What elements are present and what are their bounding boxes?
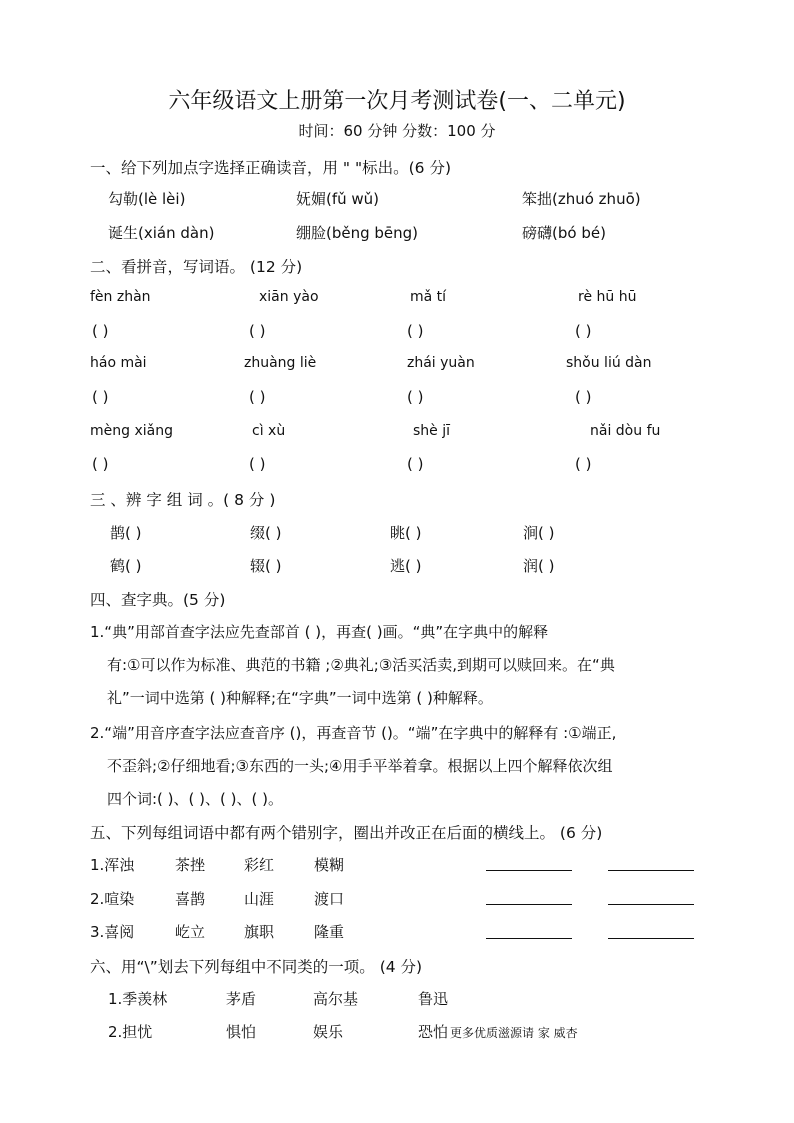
- word-group: 山涯: [244, 890, 275, 908]
- pinyin-item: zhuàng liè: [244, 355, 317, 371]
- word-group: 渡口: [314, 890, 345, 908]
- char-compare-item[interactable]: 缀( ): [250, 524, 282, 542]
- pinyin-item: cì xù: [252, 423, 286, 439]
- word-group: 1.季羡林: [108, 990, 168, 1008]
- answer-bracket[interactable]: ( ): [407, 388, 424, 406]
- word-group: 惧怕: [226, 1023, 257, 1041]
- page-title: 六年级语文上册第一次月考测试卷(一、二单元): [168, 89, 626, 114]
- answer-bracket[interactable]: ( ): [407, 455, 424, 473]
- dictionary-question-2: 2.“端”用音序查字法应查音序 ()，再查音节 ()。“端”在字典中的解释有 :①端正,: [90, 724, 617, 742]
- exam-info: 时间：60 分钟 分数：100 分: [298, 122, 496, 140]
- word-group: 屹立: [175, 923, 206, 941]
- char-compare-item[interactable]: 鹊( ): [110, 524, 142, 542]
- s1-item: 绷脸(běng bēng): [296, 224, 419, 242]
- word-group: 鲁迅: [418, 990, 449, 1008]
- answer-line[interactable]: [486, 904, 572, 905]
- section-3-heading: 三 、辨 字 组 词 。( 8 分 ): [90, 491, 276, 509]
- section-5-heading: 五、下列每组词语中都有两个错别字，圈出并改正在后面的横线上。 (6 分): [90, 824, 603, 842]
- pinyin-item: rè hū hū: [578, 289, 637, 305]
- word-group: 喜鹊: [175, 890, 206, 908]
- char-compare-item[interactable]: 涧( ): [523, 524, 555, 542]
- word-group: 隆重: [314, 923, 345, 941]
- answer-line[interactable]: [608, 904, 694, 905]
- answer-line[interactable]: [608, 870, 694, 871]
- char-compare-item[interactable]: 眺( ): [390, 524, 422, 542]
- word-group: 2.担忧: [108, 1023, 153, 1041]
- pinyin-item: nǎi dòu fu: [590, 423, 661, 439]
- answer-line[interactable]: [486, 870, 572, 871]
- pinyin-item: mèng xiǎng: [90, 423, 173, 439]
- word-group: 模糊: [314, 856, 345, 874]
- answer-bracket[interactable]: ( ): [92, 388, 109, 406]
- pinyin-item: xiān yào: [259, 289, 319, 305]
- dictionary-question-1: 有:①可以作为标准、典范的书籍 ;②典礼;③活买活卖,到期可以赎回来。在“典: [107, 656, 615, 674]
- answer-bracket[interactable]: ( ): [249, 322, 266, 340]
- s1-item: 诞生(xián dàn): [108, 224, 215, 242]
- s1-item: 磅礴(bó bé): [522, 224, 606, 242]
- char-compare-item[interactable]: 鹤( ): [110, 557, 142, 575]
- pinyin-item: fèn zhàn: [90, 289, 151, 305]
- dictionary-question-1: 礼”一词中选第 ( )种解释;在“字典”一词中选第 ( )种解释。: [107, 689, 493, 707]
- section-6-heading: 六、用“\”划去下列每组中不同类的一项。 (4 分): [90, 958, 423, 976]
- word-group: 娱乐: [313, 1023, 344, 1041]
- answer-bracket[interactable]: ( ): [575, 388, 592, 406]
- answer-bracket[interactable]: ( ): [92, 455, 109, 473]
- char-compare-item[interactable]: 辍( ): [250, 557, 282, 575]
- word-group: 茅盾: [226, 990, 257, 1008]
- answer-bracket[interactable]: ( ): [575, 322, 592, 340]
- answer-bracket[interactable]: ( ): [249, 455, 266, 473]
- dictionary-question-1: 1.“典”用部首查字法应先查部首 ( )，再查( )画。“典”在字典中的解释: [90, 623, 549, 641]
- answer-bracket[interactable]: ( ): [407, 322, 424, 340]
- section-4-heading: 四、查字典。(5 分): [90, 591, 226, 609]
- char-compare-item[interactable]: 逃( ): [390, 557, 422, 575]
- word-group: 恐怕: [418, 1023, 449, 1041]
- answer-bracket[interactable]: ( ): [575, 455, 592, 473]
- word-group: 1.浑浊: [90, 856, 135, 874]
- word-group: 旗职: [244, 923, 275, 941]
- word-group: 高尔基: [313, 990, 359, 1008]
- answer-bracket[interactable]: ( ): [249, 388, 266, 406]
- s1-item: 笨拙(zhuó zhuō): [522, 190, 641, 208]
- word-group: 3.喜阅: [90, 923, 135, 941]
- pinyin-item: shǒu liú dàn: [566, 355, 652, 371]
- word-group: 2.喧染: [90, 890, 135, 908]
- answer-bracket[interactable]: ( ): [92, 322, 109, 340]
- s1-item: 妩媚(fǔ wǔ): [296, 190, 380, 208]
- answer-line[interactable]: [608, 938, 694, 939]
- s1-item: 勾勒(lè lèi): [108, 190, 186, 208]
- char-compare-item[interactable]: 润( ): [523, 557, 555, 575]
- watermark-text: 更多优质滋源请 家 威杏: [450, 1026, 578, 1040]
- pinyin-item: zhái yuàn: [407, 355, 475, 371]
- pinyin-item: mǎ tí: [410, 289, 447, 305]
- answer-line[interactable]: [486, 938, 572, 939]
- pinyin-item: shè jī: [413, 423, 451, 439]
- word-group: 彩红: [244, 856, 275, 874]
- dictionary-question-2: 四个词:( )、( )、( )、( )。: [107, 790, 283, 808]
- section-2-heading: 二、看拼音，写词语。 (12 分): [90, 258, 303, 276]
- section-1-heading: 一、给下列加点字选择正确读音，用 " "标出。(6 分): [90, 159, 451, 177]
- pinyin-item: háo mài: [90, 355, 147, 371]
- word-group: 茶挫: [175, 856, 206, 874]
- dictionary-question-2: 不歪斜;②仔细地看;③东西的一头;④用手平举着拿。根据以上四个解释依次组: [107, 757, 613, 775]
